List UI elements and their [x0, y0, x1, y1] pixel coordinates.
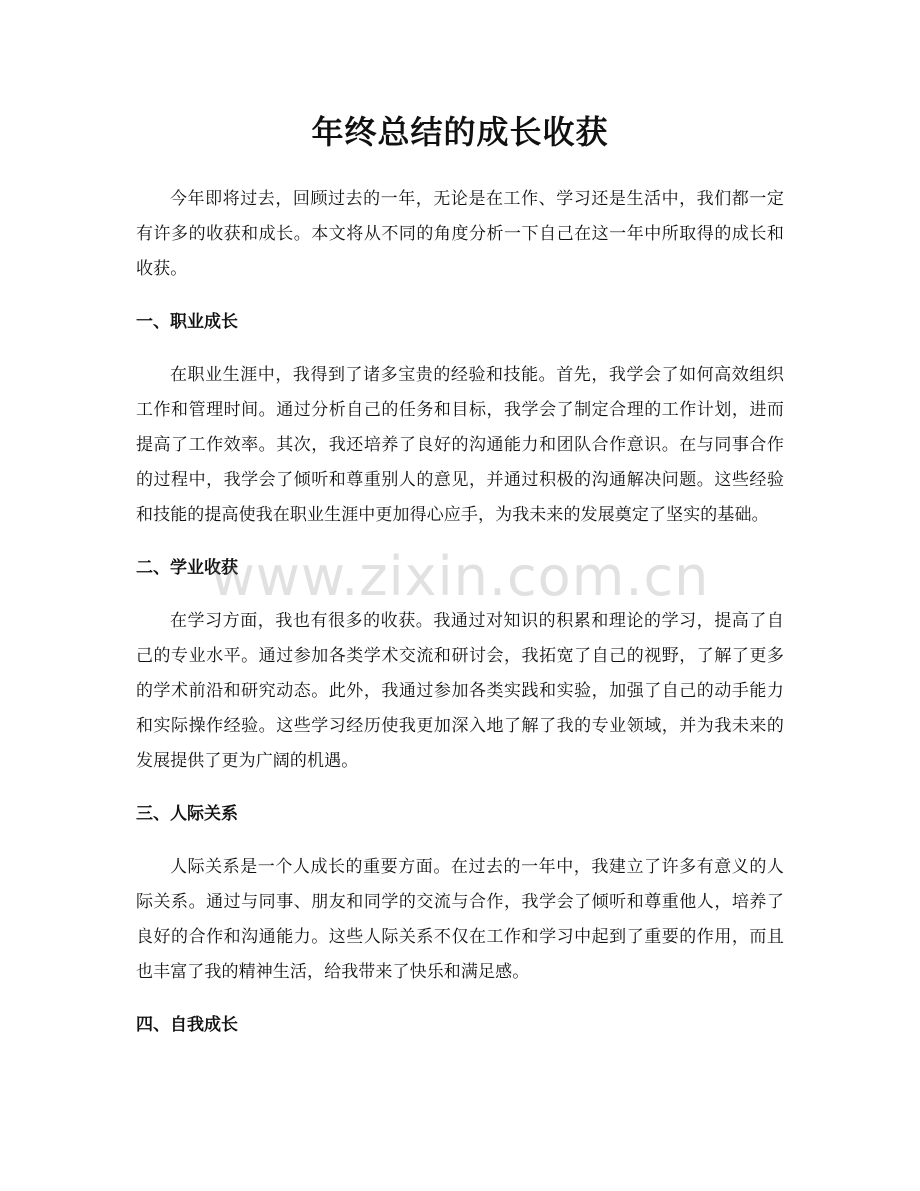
- intro-paragraph: 今年即将过去，回顾过去的一年，无论是在工作、学习还是生活中，我们都一定有许多的收获和成长。本文将从不同的角度分析一下自己在这一年中所取得的成长和收获。: [136, 189, 784, 279]
- section-heading-study: 二、学业收获: [136, 558, 238, 578]
- document-title: 年终总结的成长收获: [311, 113, 609, 151]
- section-heading-relationships: 三、人际关系: [136, 804, 238, 824]
- section-body-study: 在学习方面，我也有很多的收获。我通过对知识的积累和理论的学习，提高了自己的专业水平。通过参加各类学术交流和研讨会，我拓宽了自己的视野，了解了更多的学术前沿和研究动态。此外，我通过参加各类实践和实验，加强了自己的动手能力和实际操作经验。这些学习经历使我更加深入地了解了我的专业领域，并为我未来的发展提供了更为广阔的机遇。: [136, 611, 784, 771]
- watermark-text: www.zixin.com.cn: [210, 545, 710, 608]
- section-heading-career: 一、职业成长: [136, 312, 238, 332]
- section-body-career: 在职业生涯中，我得到了诸多宝贵的经验和技能。首先，我学会了如何高效组织工作和管理时间。通过分析自己的任务和目标，我学会了制定合理的工作计划，进而提高了工作效率。其次，我还培养了良好的沟通能力和团队合作意识。在与同事合作的过程中，我学会了倾听和尊重别人的意见，并通过积极的沟通解决问题。这些经验和技能的提高使我在职业生涯中更加得心应手，为我未来的发展奠定了坚实的基础。: [136, 365, 784, 525]
- section-heading-self-growth: 四、自我成长: [136, 1015, 238, 1035]
- section-body-relationships: 人际关系是一个人成长的重要方面。在过去的一年中，我建立了许多有意义的人际关系。通过与同事、朋友和同学的交流与合作，我学会了倾听和尊重他人，培养了良好的合作和沟通能力。这些人际关系不仅在工作和学习中起到了重要的作用，而且也丰富了我的精神生活，给我带来了快乐和满足感。: [136, 857, 784, 982]
